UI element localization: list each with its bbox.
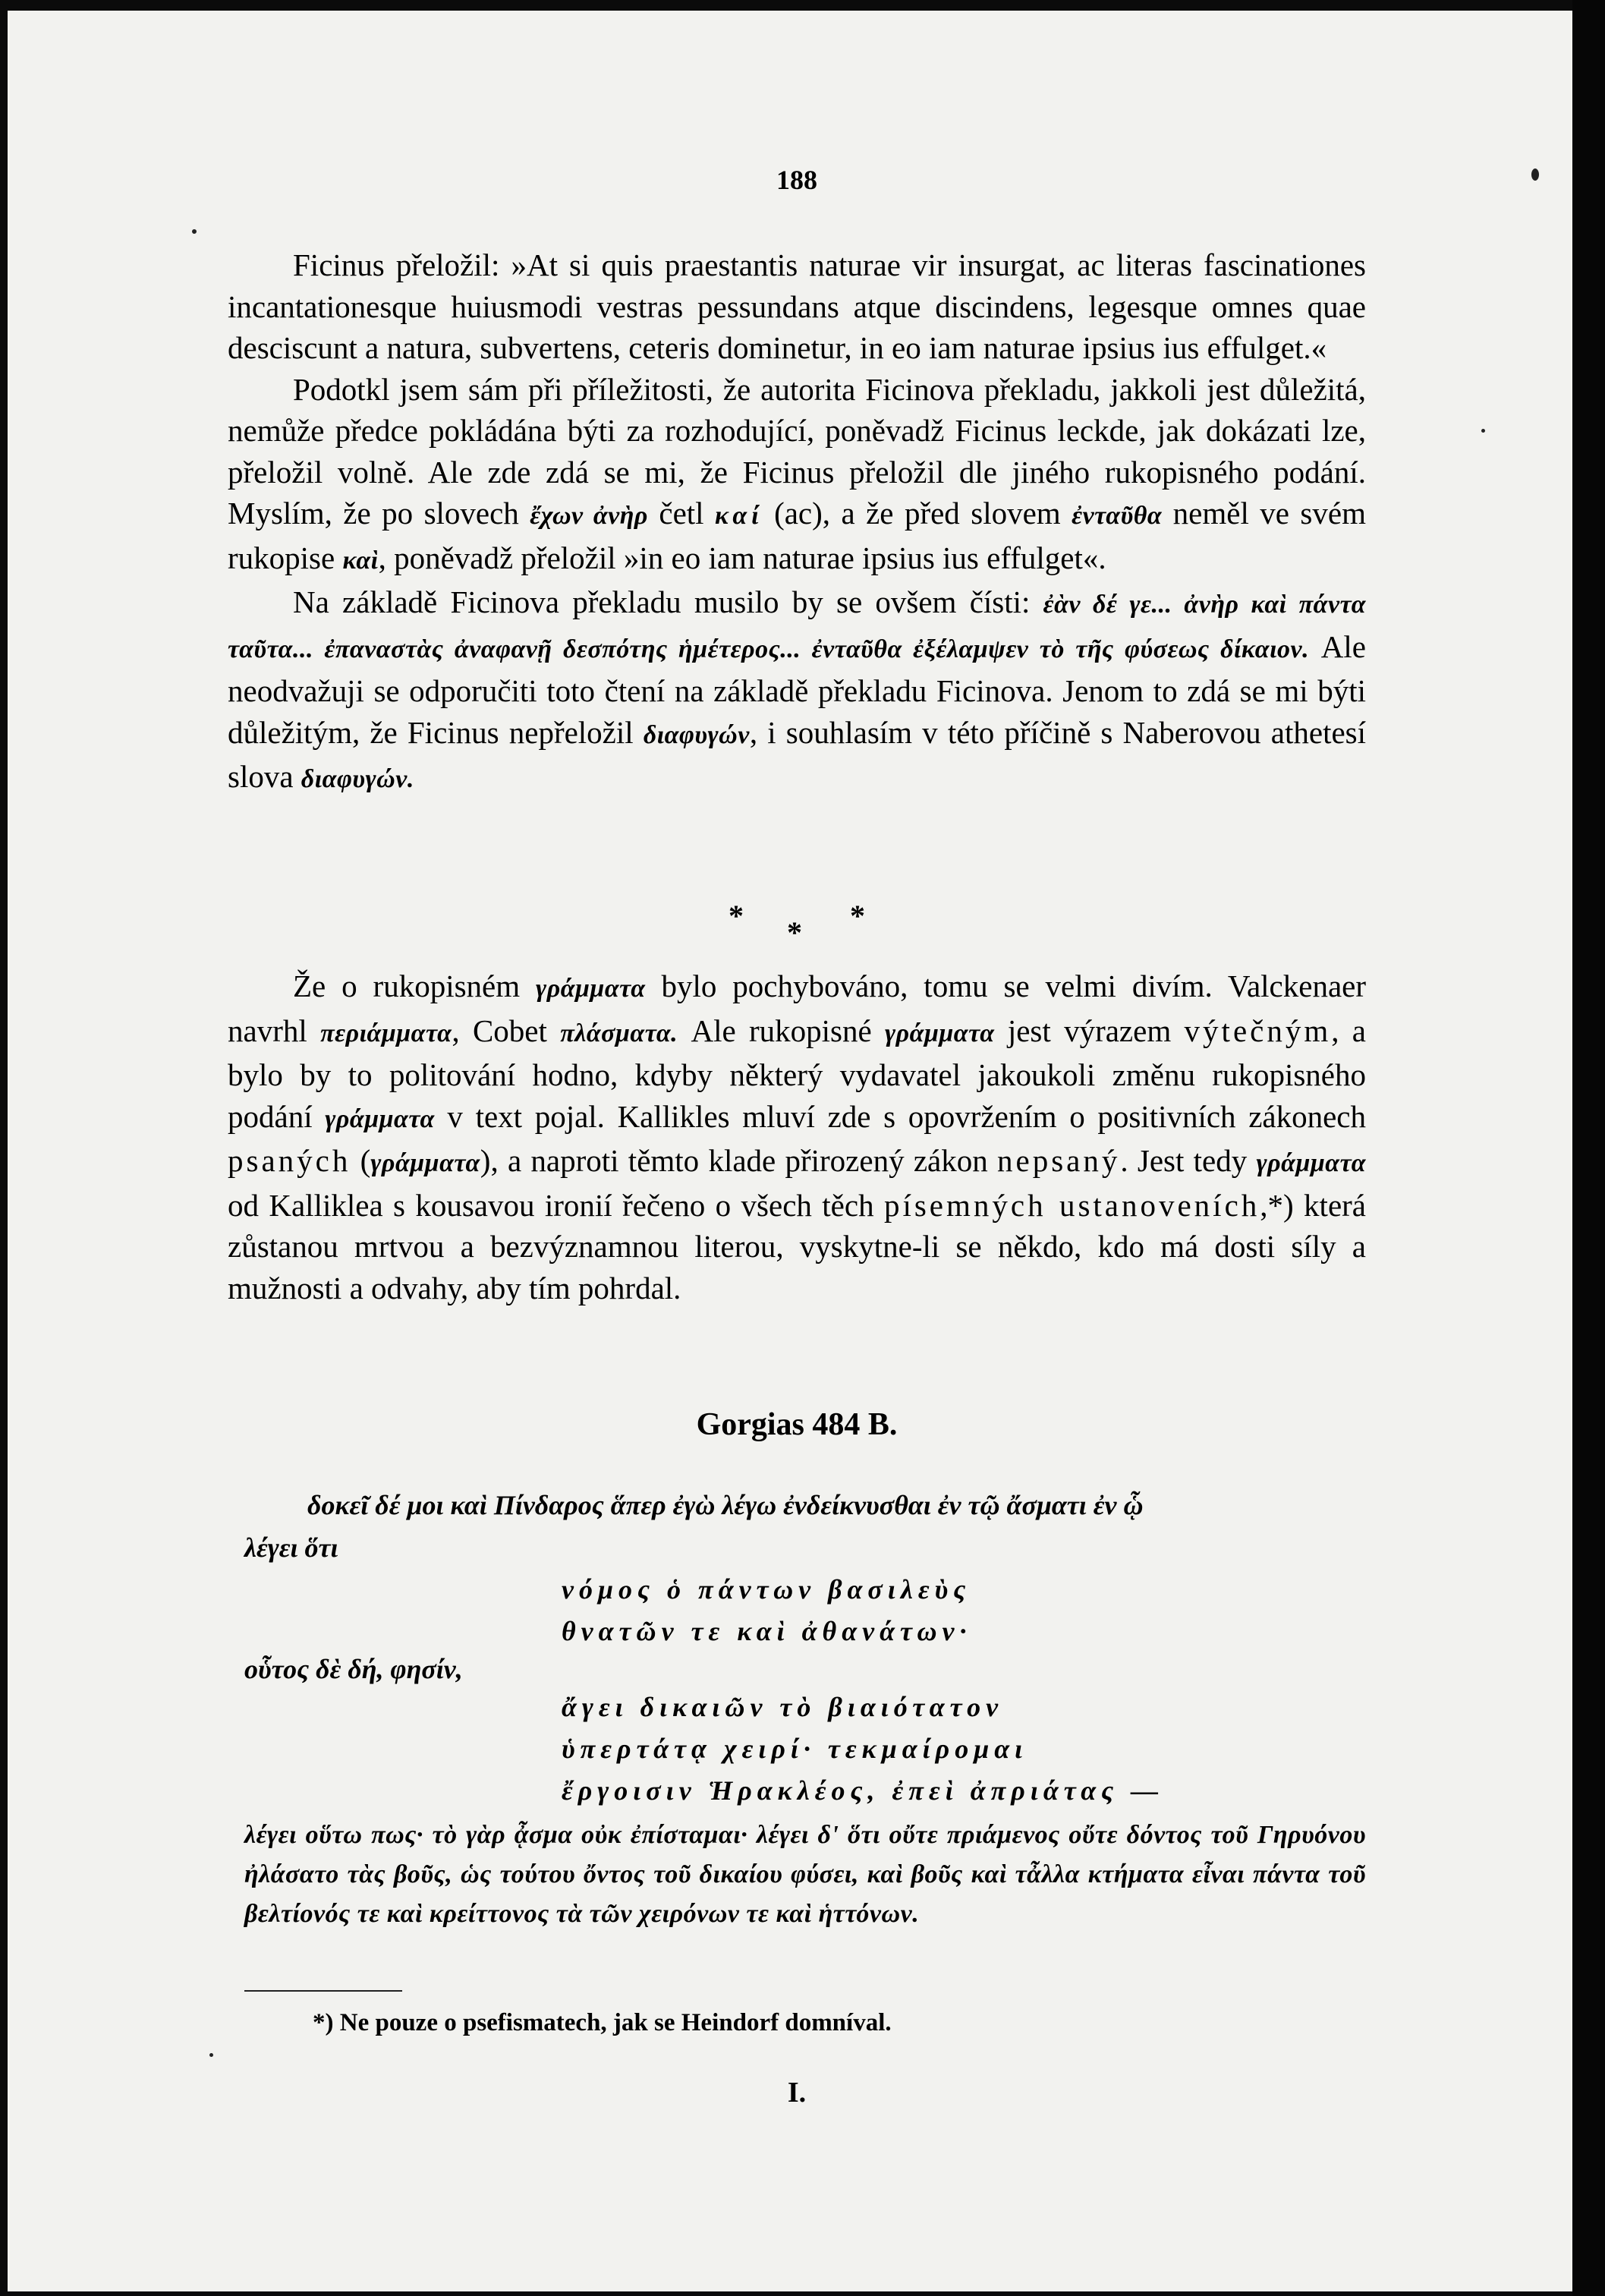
paragraph-na-zaklade — [228, 581, 1366, 801]
scan-speck — [209, 2053, 213, 2057]
text-run: četl — [647, 496, 715, 531]
pindar-verse-line: ἔργοισιν Ἡρακλέος, ἐπεὶ ἀπριάτας — — [562, 1775, 1164, 1806]
text-run: v text pojal. Kallikles mluví zde s opovržením o positivních zákonech — [434, 1098, 1366, 1134]
asterisk: * — [850, 899, 865, 933]
greek-word: γράμματα — [1256, 1149, 1366, 1177]
page-number: 188 — [776, 165, 817, 195]
greek-word-spaced: καί — [715, 502, 763, 530]
greek-phrase: ἔχων ἀνὴρ — [530, 502, 648, 530]
greek-intro-line: λέγει ὅτι — [244, 1532, 338, 1563]
section-divider-asterisks — [228, 896, 1366, 956]
text-run: (ac), a že před slovem — [763, 496, 1072, 531]
spaced-emphasis: nepsaný — [997, 1143, 1121, 1178]
footnote: *) Ne pouze o psefismatech, jak se Heindorf domníval. — [313, 2009, 892, 2036]
greek-word: ἐνταῦθα — [1072, 502, 1163, 530]
pindar-verse-line: νόμος ὁ πάντων βασιλεὺς — [562, 1574, 971, 1605]
pindar-verse-line: θνατῶν τε καὶ ἀθανάτων· — [562, 1616, 972, 1646]
greek-word: πλάσματα. — [560, 1019, 678, 1047]
scan-speck — [192, 229, 197, 234]
scan-speck — [1481, 429, 1485, 433]
body-text-top — [228, 244, 1366, 801]
text-run: ( — [351, 1143, 371, 1178]
greek-passage: ἐὰν δέ γε... ἀνὴρ καὶ πάντα ταῦτα... ἐπαναστὰς ἀναφανῇ δεσπότης ἡμέτερος... ἐνταῦθα ἐξέλαμψεν τὸ τῆς φύσεως δίκαιον. — [228, 591, 1367, 663]
text-run: ), a naproti těmto klade přirozený zákon — [480, 1143, 997, 1178]
section-heading: Gorgias 484 B. — [696, 1407, 898, 1442]
pindar-verse-line: ὑπερτάτᾳ χειρί· τεκμαίρομαι — [562, 1734, 1028, 1764]
text-run: Na základě Ficinova překladu musilo by se ovšem čísti: — [293, 584, 1043, 619]
greek-word: γράμματα — [370, 1149, 480, 1177]
footnote-rule — [244, 1990, 402, 1992]
paragraph-ficinus-quote — [228, 244, 1366, 369]
text-run: , i souhlasím v této příčině s Naberovou athetesí slova — [228, 714, 1367, 794]
greek-speaker-line: οὗτος δὲ δή, φησίν, — [244, 1654, 463, 1684]
spaced-emphasis: písemných ustanoveních — [883, 1187, 1260, 1223]
text-run: . Jest tedy — [1120, 1143, 1257, 1178]
text-run: Ale neodvažuji se odporučiti toto čtení na základě překladu Ficinova. Jenom to zdá se mi býti důležitým, že Ficinus nepřeložil — [228, 628, 1366, 750]
text-run: neměl ve svém rukopise — [228, 496, 1366, 575]
greek-prose-passage: λέγει οὕτω πως· τὸ γὰρ ᾆσμα οὐκ ἐπίσταμαι· λέγει δ' ὅτι οὔτε πριάμενος οὔτε δόντος τοῦ Γηρυόνου ἠλάσατο τὰς βοῦς, ὡς τούτου ὄντος τοῦ δικαίου φύσει, καὶ βοῦς καὶ τἆλλα κτήματα εἶναι πάντα τοῦ βελτίονός τε καὶ κρείττονος τὰ τῶν χειρόνων τε καὶ ἡττόνων. — [244, 1821, 1366, 1928]
greek-word: διαφυγών. — [301, 765, 414, 793]
signature-mark: I. — [787, 2077, 807, 2109]
body-text-middle — [228, 965, 1366, 1309]
greek-word: διαφυγών — [643, 720, 750, 749]
text-run: , poněvadž přeložil »in eo iam naturae ipsius ius effulget«. — [378, 540, 1106, 575]
text-run: ,*) která zůstanou mrtvou a bezvýznamnou literou, vyskytne-li se někdo, kdo má dosti síly a mužnosti a odvahy, aby tím pohrdal. — [228, 1187, 1366, 1305]
text-run: bylo pochybováno, tomu se velmi divím. Valckenaer navrhl — [228, 968, 1366, 1048]
text-run: , Cobet — [452, 1013, 561, 1048]
text-run: jest výrazem — [994, 1013, 1185, 1048]
spaced-emphasis: výtečným — [1184, 1013, 1332, 1048]
greek-intro-line: δοκεῖ δέ μοι καὶ Πίνδαρος ἅπερ ἐγὼ λέγω ἐνδείκνυσθαι ἐν τῷ ἄσματι ἐν ᾧ — [307, 1490, 1144, 1520]
paragraph-podotkl — [228, 369, 1366, 582]
text-run: Ale rukopisné — [678, 1013, 885, 1048]
spaced-emphasis: psaných — [228, 1143, 351, 1178]
text-run: , a bylo by to politování hodno, kdyby některý vydavatel jakoukoli změnu rukopisného podání — [228, 1013, 1366, 1134]
asterisk: * — [787, 915, 802, 950]
text-run: Podotkl jsem sám při příležitosti, že autorita Ficinova překladu, jakkoli jest důležitá, nemůže předce pokládána býti za rozhodující, poněvadž Ficinus leckde, jak dokázati lze, přeložil volně. Ale zde zdá se mi, že Ficinus přeložil dle jiného rukopisného podání. Myslím, že po slovech — [228, 371, 1366, 531]
text-run: od Kalliklea s kousavou ironií řečeno o všech těch — [228, 1187, 884, 1223]
greek-word: γράμματα — [536, 975, 646, 1003]
paragraph-text: Ficinus přeložil: »At si quis praestantis naturae vir insurgat, ac literas fascinationes incantationesque huiusmodi vestras pessundans atque discindens, legesque omnes quae desciscunt a natura, subvertens, ceteris dominetur, in eo iam naturae ipsius ius effulget.« — [228, 247, 1366, 365]
text-run: Že o rukopisném — [293, 968, 537, 1003]
greek-word: καὶ — [342, 546, 379, 575]
pindar-verse-line: ἄγει δικαιῶν τὸ βιαιότατον — [562, 1692, 1004, 1722]
greek-word: γράμματα — [885, 1019, 995, 1047]
page-edge-shadow — [1572, 0, 1605, 2296]
paragraph-grammata — [228, 965, 1366, 1309]
scan-speck — [1531, 168, 1539, 181]
greek-word: περιάμματα — [320, 1019, 452, 1047]
asterisk: * — [729, 899, 744, 933]
greek-word: γράμματα — [325, 1104, 435, 1133]
